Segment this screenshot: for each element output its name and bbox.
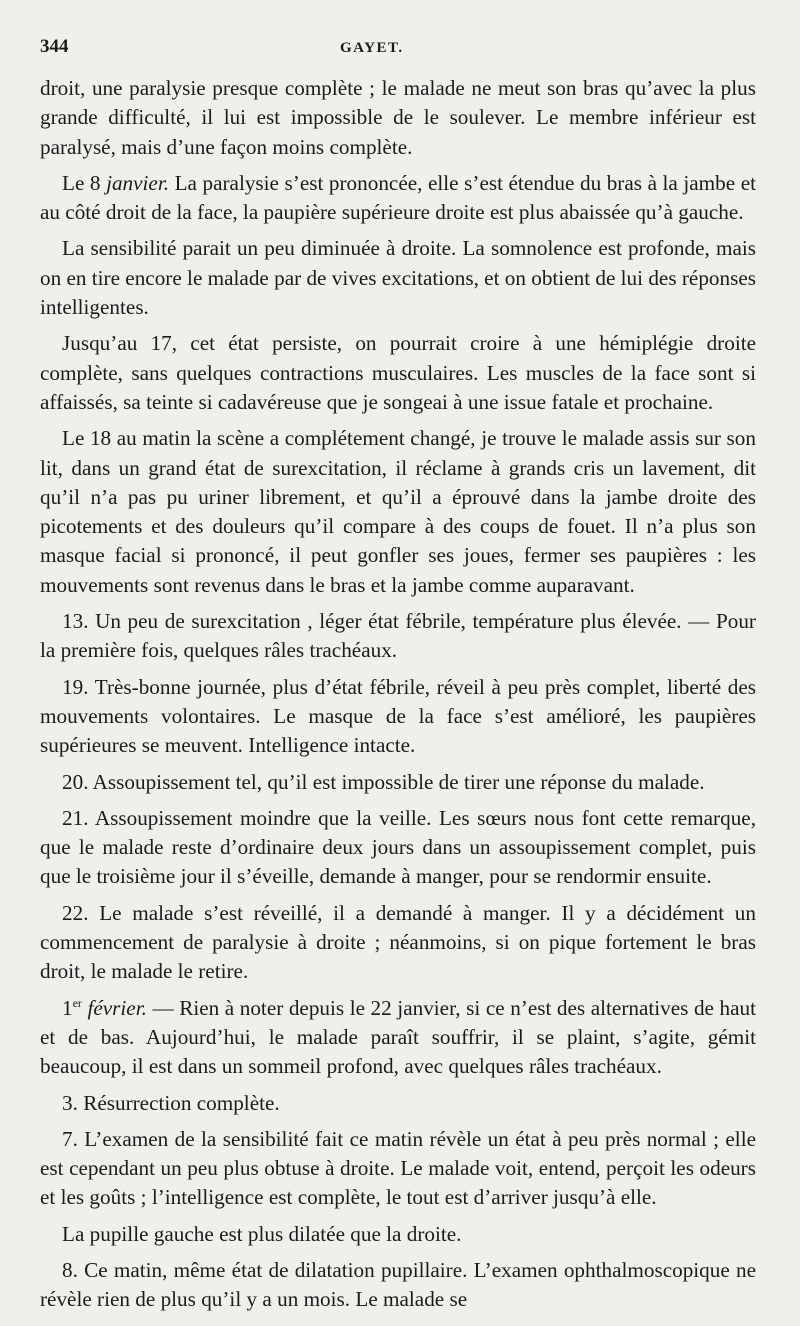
paragraph: 21. Assoupissement moindre que la veille. Les sœurs nous font cette remarque, que le malade reste d’ordinaire deux jours dans un assoupissement complet, puis que le troisième jour il s’éveille, demande à manger, pour se rendormir ensuite.	[40, 805, 756, 889]
date-italic: janvier.	[106, 170, 170, 195]
date-italic: février.	[81, 995, 147, 1020]
paragraph: 20. Assoupissement tel, qu’il est impossible de tirer une réponse du malade.	[62, 769, 705, 794]
paragraph: 22. Le malade s’est réveillé, il a demandé à manger. Il y a décidément un commencement de paralysie à droite ; néanmoins, si on pique fortement le bras droit, le malade le retire.	[40, 900, 756, 984]
paragraph: droit, une paralysie presque complète ; le malade ne meut son bras qu’avec la plus grande difficulté, il lui est impossible de le soulever. Le membre inférieur est paralysé, mais d’une façon moins complète.	[40, 76, 756, 159]
paragraph: 1er février. — Rien à noter depuis le 22 janvier, si ce n’est des alternatives de haut et de bas. Aujourd’hui, le malade paraît souffrir, il se plaint, s’agite, gémit beaucoup, il est dans un sommeil profond, avec quelques râles trachéaux.	[40, 995, 756, 1079]
paragraph: Jusqu’au 17, cet état persiste, on pourrait croire à une hémiplégie droite complète, sans quelques contractions musculaires. Les muscles de la face sont si affaissés, sa teinte si cadavéreuse que je songeai à une issue fatale et prochaine.	[40, 331, 756, 414]
paragraph: Le 8 janvier. La paralysie s’est prononcée, elle s’est étendue du bras à la jambe et au côté droit de la face, la paupière supérieure droite est plus abaissée qu’à gauche.	[40, 170, 756, 225]
running-head-author: GAYET.	[340, 40, 404, 56]
paragraph: 3. Résurrection complète.	[62, 1090, 280, 1115]
paragraph: 7. L’examen de la sensibilité fait ce matin révèle un état à peu près normal ; elle est cependant un peu plus obtuse à droite. Le malade voit, entend, perçoit les odeurs et les goûts ; l’intelligence est complète, le tout est d’arriver jusqu’à elle.	[40, 1126, 756, 1210]
paragraph: La pupille gauche est plus dilatée que la droite.	[62, 1221, 462, 1246]
page-number: 344	[40, 36, 69, 57]
paragraph: Le 18 au matin la scène a complétement changé, je trouve le malade assis sur son lit, dans un grand état de surexcitation, il réclame à grands cris un lavement, dit qu’il n’a pas pu uriner librement, et qu’il a éprouvé dans la jambe droite des picotements et des douleurs qu’il compare à des coups de fouet. Il n’a plus son masque facial si prononcé, il peut gonfler ses joues, fermer ses paupières : les mouvements sont revenus dans le bras et la jambe comme auparavant.	[40, 426, 756, 597]
paragraph: 8. Ce matin, même état de dilatation pupillaire. L’examen ophthalmoscopique ne révèle rien de plus qu’il y a un mois. Le malade se	[40, 1257, 756, 1312]
body-text	[40, 74, 756, 1315]
paragraph: La sensibilité parait un peu diminuée à droite. La somnolence est profonde, mais on en tire encore le malade par de vives excitations, et on obtient de lui des réponses intelligentes.	[40, 236, 757, 320]
running-head	[40, 36, 756, 62]
paragraph: 19. Très-bonne journée, plus d’état fébrile, réveil à peu près complet, liberté des mouvements volontaires. Le masque de la face s’est amélioré, les paupières supérieures se meuvent. Intelligence intacte.	[40, 674, 756, 758]
paragraph: 13. Un peu de surexcitation , léger état fébrile, température plus élevée. — Pour la première fois, quelques râles trachéaux.	[40, 609, 756, 663]
